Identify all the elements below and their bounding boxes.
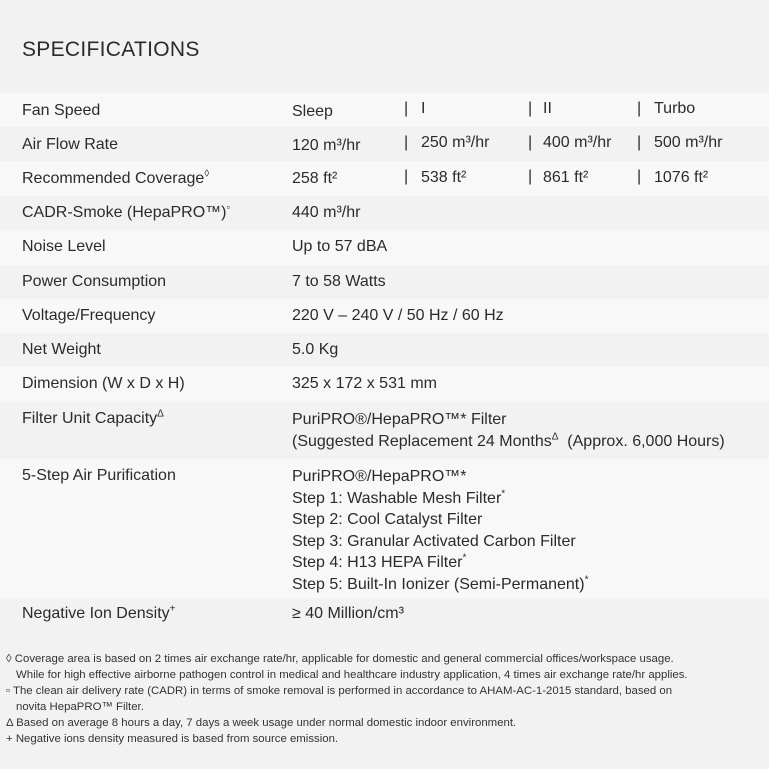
footnote: + Negative ions density measured is based from source emission. [6,733,339,745]
coverage-1: 538 ft² [421,169,467,186]
row-power [0,265,769,299]
label-weight: Net Weight [22,341,101,358]
fan-speed-sleep: Sleep [292,103,333,120]
footnote: Δ Based on average 8 hours a day, 7 days a week usage under normal domestic indoor environment. [6,717,517,729]
separator: | [404,168,409,185]
label-fan-speed: Fan Speed [22,102,101,119]
label-voltage: Voltage/Frequency [22,307,156,324]
fan-speed-turbo: Turbo [654,100,696,117]
footnote: While for high effective airborne pathogen control in medical and healthcare industry application, 4 times air exchange rate/hr applies. [16,669,688,681]
ion-value: ≥ 40 Million/cm³ [292,605,404,622]
coverage-turbo: 1076 ft² [654,169,709,186]
row-filter [0,402,769,459]
label-filter: Filter Unit Capacity$^\Delta$ [22,408,164,427]
row-weight [0,333,769,367]
filter-line: PuriPRO®/HepaPRO™* Filter [292,411,507,428]
row-ion [0,598,769,632]
label-cadr: CADR-Smoke (HepaPRO™)▫ [22,202,231,221]
page-title: SPECIFICATIONS [22,38,200,61]
filter-line: (Suggested Replacement 24 Months$^\Delta$ (Approx. 6,000 Hours) [292,431,725,450]
footnote-mark: Δ [157,408,164,420]
footnote: ▫ The clean air delivery rate (CADR) in terms of smoke removal is performed in accordance to AHAM-AC-1-2015 standard, based on [6,685,673,697]
separator: | [404,134,409,151]
footnote-mark: ◊ [204,168,210,180]
footnote-mark: + [169,603,176,615]
footnote: ◊ Coverage area is based on 2 times air exchange rate/hr, applicable for domestic and general commercial offices/workspace usage. [6,653,674,665]
row-coverage [0,161,769,196]
footnotes [6,651,766,747]
label-dimension: Dimension (W x D x H) [22,375,185,392]
separator: | [528,134,533,151]
air-flow-sleep: 120 m³/hr [292,137,361,154]
purification-line: PuriPRO®/HepaPRO™* [292,468,467,485]
fan-speed-1: I [421,100,426,117]
spec-table [0,93,769,632]
filter-value [292,409,725,452]
purification-steps [292,466,588,596]
row-dimension [0,367,769,402]
separator: | [528,100,533,117]
label-coverage: Recommended Coverage◊ [22,168,210,187]
air-flow-2: 400 m³/hr [543,134,612,151]
footnote-mark: ▫ [226,202,231,214]
row-fan-speed [0,93,769,127]
row-noise [0,230,769,265]
voltage-value: 220 V – 240 V / 50 Hz / 60 Hz [292,307,504,324]
dimension-value: 325 x 172 x 531 mm [292,375,437,392]
separator: | [637,134,642,151]
power-value: 7 to 58 Watts [292,273,386,290]
label-noise: Noise Level [22,238,106,255]
row-cadr [0,196,769,230]
separator: | [404,100,409,117]
cadr-value: 440 m³/hr [292,204,361,221]
row-purification [0,459,769,598]
purification-line: Step 2: Cool Catalyst Filter [292,511,483,529]
purification-line: Step 1: Washable Mesh Filter* [292,488,506,507]
coverage-sleep: 258 ft² [292,170,338,187]
noise-value: Up to 57 dBA [292,238,388,255]
row-voltage [0,299,769,333]
air-flow-1: 250 m³/hr [421,134,490,151]
label-ion: Negative Ion Density+ [22,603,176,622]
row-air-flow [0,127,769,161]
purification-line: Step 4: H13 HEPA Filter* [292,553,467,572]
label-air-flow: Air Flow Rate [22,136,119,153]
weight-value: 5.0 Kg [292,341,339,358]
separator: | [637,168,642,185]
label-power: Power Consumption [22,273,167,290]
coverage-2: 861 ft² [543,169,589,186]
separator: | [528,168,533,185]
footnote: novita HepaPRO™ Filter. [16,701,144,713]
fan-speed-2: II [543,100,552,117]
separator: | [637,100,642,117]
purification-line: Step 3: Granular Activated Carbon Filter [292,532,576,550]
air-flow-turbo: 500 m³/hr [654,134,723,151]
label-purification: 5-Step Air Purification [22,467,176,484]
purification-line: Step 5: Built-In Ionizer (Semi-Permanent)* [292,574,589,593]
